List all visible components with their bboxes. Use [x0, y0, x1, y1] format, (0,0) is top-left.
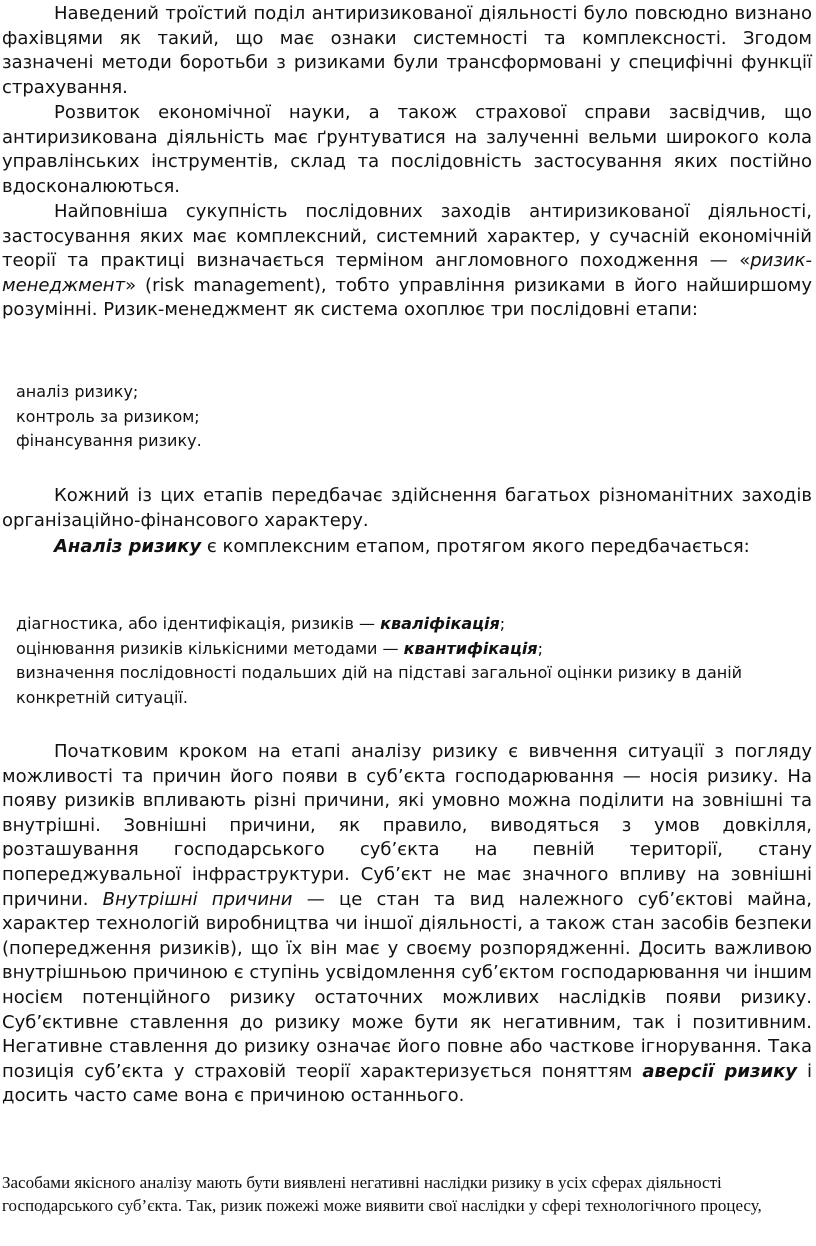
paragraph-economic-science [2, 101, 812, 199]
paragraph-text: Засобами якісного аналізу мають бути виявлені негативні наслідки ризику в усіх сферах діяльності господарського суб’єкта. Так, ризик пожежі може виявити свої наслідки у сфері технологічного процесу, [2, 1173, 762, 1215]
term-internal-causes: Внутрішні причини [102, 888, 293, 910]
analysis-list [16, 612, 812, 710]
paragraph-text: Кожний із цих етапів передбачає здійснення багатьох різноманітних заходів організаційно-фінансового характеру. [2, 485, 812, 531]
paragraph-risk-management-definition [2, 200, 812, 323]
list-item: оцінювання ризиків кількісними методами — квантифікація; [16, 638, 543, 658]
paragraph-stages-measures [2, 484, 812, 533]
term-qualification: кваліфікація [380, 614, 500, 633]
paragraph-risk-causes [2, 740, 812, 1109]
term-quantification: квантифікація [403, 638, 538, 658]
stages-list [16, 380, 812, 454]
paragraph-triple-division [2, 2, 812, 100]
paragraph-text: є комплексним етапом, протягом якого передбачається: [201, 536, 750, 557]
paragraph-text: Початковим кроком на етапі аналізу ризику є вивчення ситуації з погляду можливості та причин його появи в суб’єкта господарювання — носія ризику. На появу ризиків впливають різні причини, які умовно можна поділити на зовнішні та внутрішні. Зовнішні причини, як правило, виводяться з умов довкілля, розташування господарського суб’єкта на певній території, стану попереджувальної інфраструктури. Суб’єкт не має значного впливу на зовнішні причини. [2, 741, 812, 910]
paragraph-text: Найповніша сукупність послідовних заходів антиризикованої діяльності, застосування яких має комплексний, системний характер, у сучасній економічній теорії та практиці визначається терміном англомовного походження — « [2, 201, 812, 272]
list-item: фінансування ризику. [16, 431, 202, 451]
list-item: контроль за ризиком; [16, 406, 200, 426]
paragraph-text: і досить часто саме вона є причиною останнього. [2, 1060, 812, 1107]
list-item: визначення послідовності подальших дій на підставі загальної оцінки ризику в даній конкретній ситуації. [16, 663, 743, 707]
paragraph-text: Розвиток економічної науки, а також страхової справи засвідчив, що антиризикована діяльність має ґрунтуватися на залученні вельми широкого кола управлінських інструментів, склад та послідовність застосування яких постійно вдосконалюються. [2, 102, 812, 197]
paragraph-text: Наведений троїстий поділ антиризикованої діяльності було повсюдно визнано фахівцями як такий, що має ознаки системності та комплексності. Згодом зазначені методи боротьби з ризиками були трансформовані у специфічні функції страхування. [2, 3, 812, 98]
paragraph-risk-analysis [2, 535, 812, 560]
paragraph-text: » (risk management), тобто управління ризиками в його найширшому розумінні. Ризик-менеджмент як система охоплює три послідовні етапи: [2, 274, 812, 321]
paragraph-qualitative-analysis [2, 1172, 812, 1217]
list-item: діагностика, або ідентифікація, ризиків — кваліфікація; [16, 614, 506, 633]
paragraph-text: — це стан та вид належного суб’єктові майна, характер технологій виробництва чи іншої діяльності, а також стан засобів безпеки (попередження ризиків), що їх він має у своєму розпорядженні. Досить важливою внутрішньою причиною є ступінь усвідомлення суб’єктом господарювання чи іншим носієм потенційного ризику остаточних можливих наслідків появи ризику. Суб’єктивне ставлення до ризику може бути як негативним, так і позитивним. Негативне ставлення до ризику означає його повне або часткове ігнорування. Така позиція суб’єкта у страховій теорії характеризується поняттям [2, 888, 813, 1082]
term-risk-analysis: Аналіз ризику [54, 536, 202, 557]
list-item: аналіз ризику; [16, 382, 139, 401]
term-risk-management: ризик-менеджмент [2, 250, 812, 296]
term-risk-aversion: аверсії ризику [642, 1060, 798, 1082]
